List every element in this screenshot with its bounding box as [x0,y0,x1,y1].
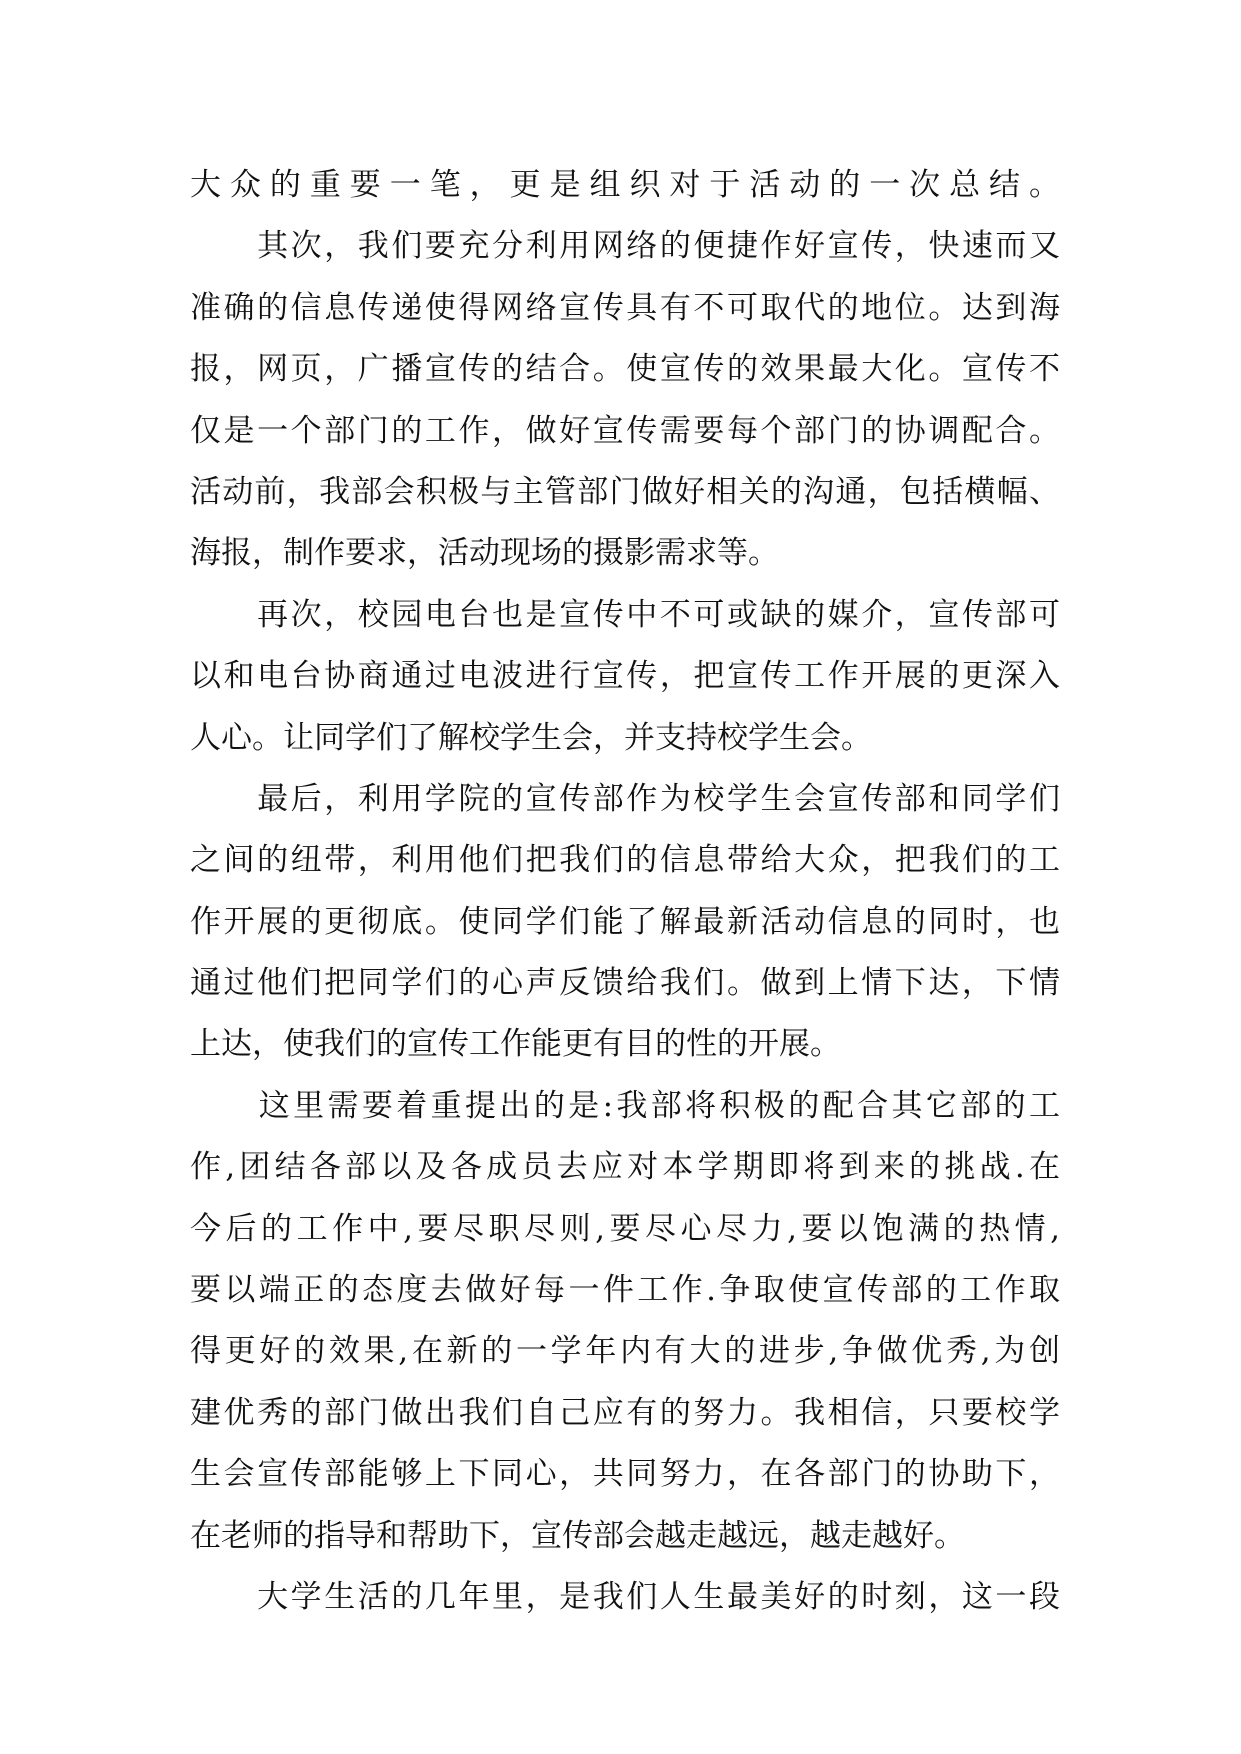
text-line: 今后的工作中,要尽职尽则,要尽心尽力,要以饱满的热情, [190,1210,1060,1247]
text-line: 以和电台协商通过电波进行宣传，把宣传工作开展的更深入 [190,658,1060,695]
text-line: 通过他们把同学们的心声反馈给我们。做到上情下达，下情 [190,965,1060,1002]
text-line: 这里需要着重提出的是:我部将积极的配合其它部的工 [190,1087,1060,1124]
text-line: 建优秀的部门做出我们自己应有的努力。我相信，只要校学 [190,1394,1060,1431]
text-line: 活动前，我部会积极与主管部门做好相关的沟通，包括横幅、 [190,473,1060,510]
text-line: 之间的纽带，利用他们把我们的信息带给大众，把我们的工 [190,842,1060,879]
text-line: 大学生活的几年里，是我们人生最美好的时刻，这一段 [190,1578,1060,1615]
text-line: 最后，利用学院的宣传部作为校学生会宣传部和同学们 [190,780,1060,817]
text-line: 生会宣传部能够上下同心，共同努力，在各部门的协助下， [190,1456,1060,1493]
text-line: 其次，我们要充分利用网络的便捷作好宣传，快速而又 [190,228,1060,265]
text-line: 得更好的效果,在新的一学年内有大的进步,争做优秀,为创 [190,1333,1060,1370]
text-line: 上达，使我们的宣传工作能更有目的性的开展。 [190,1026,841,1063]
text-line: 准确的信息传递使得网络宣传具有不可取代的地位。达到海 [190,289,1060,326]
text-line: 在老师的指导和帮助下，宣传部会越走越远，越走越好。 [190,1517,965,1554]
body-text [190,155,1060,1628]
text-line: 作,团结各部以及各成员去应对本学期即将到来的挑战.在 [190,1149,1060,1186]
text-line: 人心。让同学们了解校学生会，并支持校学生会。 [190,719,872,756]
text-line: 大众的重要一笔，更是组织对于活动的一次总结。 [190,167,1060,203]
text-line: 报，网页，广播宣传的结合。使宣传的效果最大化。宣传不 [190,351,1060,388]
text-line: 作开展的更彻底。使同学们能了解最新活动信息的同时，也 [190,903,1060,940]
text-line: 仅是一个部门的工作，做好宣传需要每个部门的协调配合。 [190,412,1060,449]
text-line: 要以端正的态度去做好每一件工作.争取使宣传部的工作取 [190,1272,1060,1309]
text-line: 海报，制作要求，活动现场的摄影需求等。 [190,535,779,572]
text-line: 再次，校园电台也是宣传中不可或缺的媒介，宣传部可 [190,596,1060,633]
